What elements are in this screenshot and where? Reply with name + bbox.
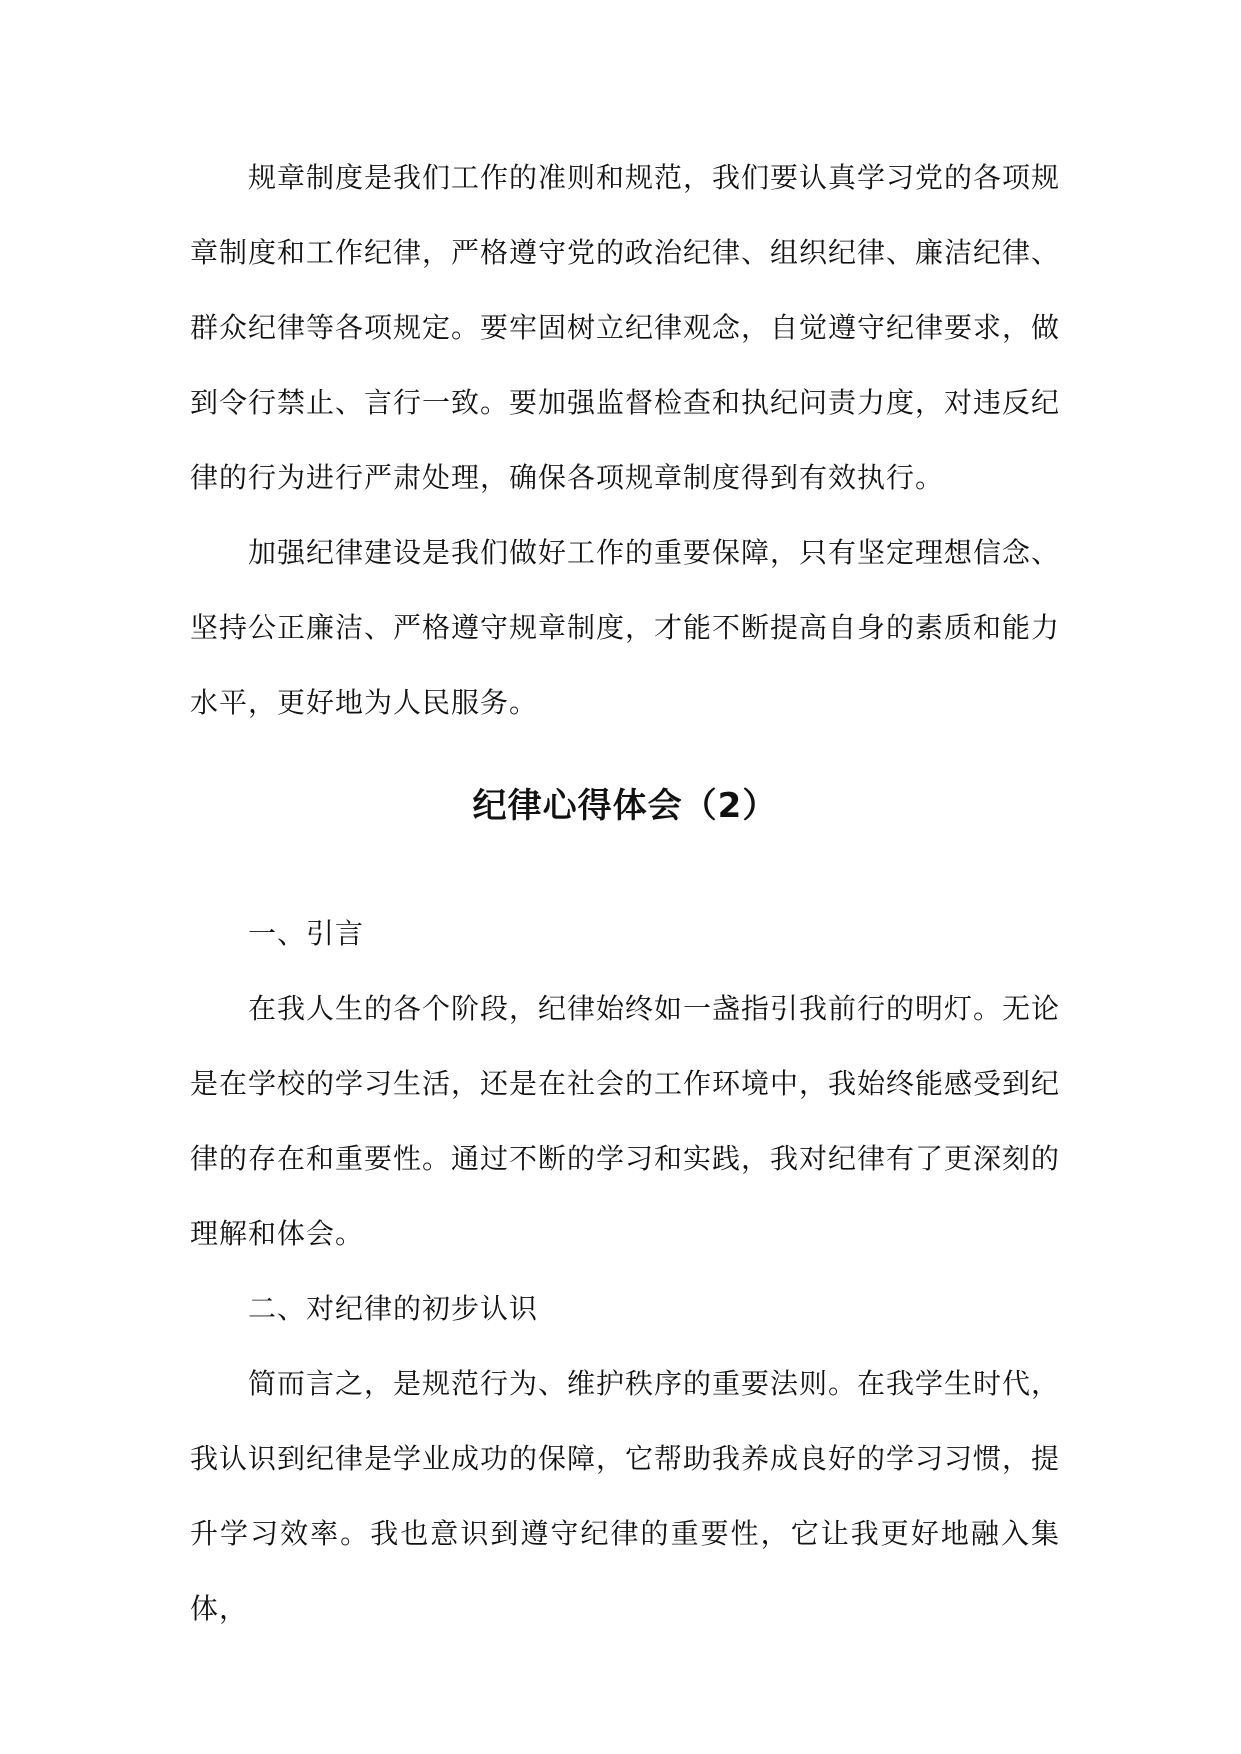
paragraph-discipline-building: 加强纪律建设是我们做好工作的重要保障，只有坚定理想信念、坚持公正廉洁、严格遵守规章制度，才能不断提高自身的素质和能力水平，更好地为人民服务。 — [190, 536, 1061, 719]
heading-initial-understanding: 二、对纪律的初步认识 — [248, 1292, 539, 1325]
paragraph-regulations: 规章制度是我们工作的准则和规范，我们要认真学习党的各项规章制度和工作纪律，严格遵守党的政治纪律、组织纪律、廉洁纪律、群众纪律等各项规定。要牢固树立纪律观念，自觉遵守纪律要求，做到令行禁止、言行一致。要加强监督检查和执纪问责力度，对违反纪律的行为进行严肃处理，确保各项规章制度得到有效执行。 — [190, 161, 1061, 494]
paragraph-introduction: 在我人生的各个阶段，纪律始终如一盏指引我前行的明灯。无论是在学校的学习生活，还是在社会的工作环境中，我始终能感受到纪律的存在和重要性。通过不断的学习和实践，我对纪律有了更深刻的理解和体会。 — [190, 992, 1061, 1250]
paragraph-initial-understanding: 简而言之，是规范行为、维护秩序的重要法则。在我学生时代，我认识到纪律是学业成功的保障，它帮助我养成良好的学习习惯，提升学习效率。我也意识到遵守纪律的重要性，它让我更好地融入集体， — [190, 1367, 1061, 1625]
section-title: 纪律心得体会（2） — [472, 786, 778, 826]
document-body — [190, 140, 1060, 1646]
heading-introduction: 一、引言 — [248, 917, 365, 950]
